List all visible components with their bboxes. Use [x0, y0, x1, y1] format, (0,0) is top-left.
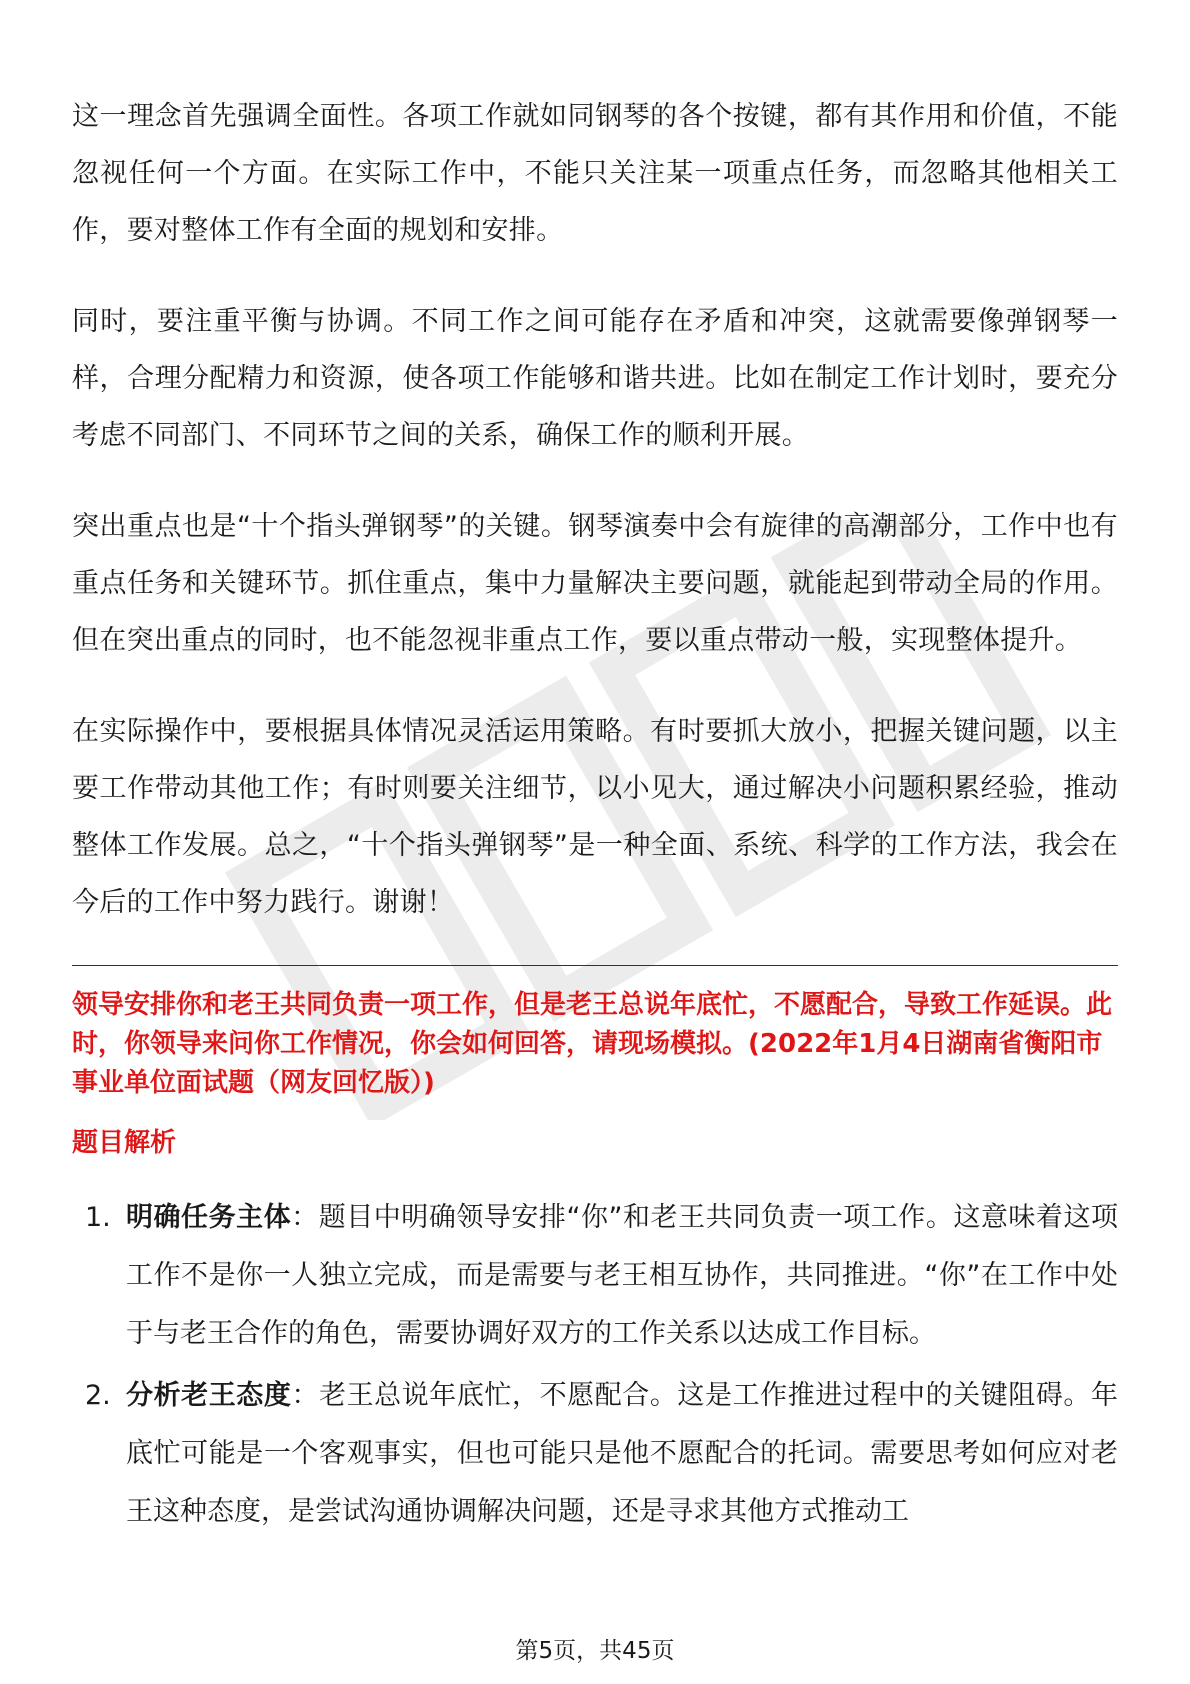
page-number: 第5页，共45页 [515, 1638, 675, 1664]
list-item-lead: 明确任务主体 [126, 1202, 292, 1233]
list-item-lead: 分析老王态度 [126, 1380, 292, 1411]
list-item [72, 1189, 1118, 1363]
list-item-text: ：老王总说年底忙，不愿配合。这是工作推进过程中的关键阻碍。年底忙可能是一个客观事实，但也可能只是他不愿配合的托词。需要思考如何应对老王这种态度，是尝试沟通协调解决问题，还是寻求其他方式推动工 [126, 1380, 1119, 1527]
section-divider [72, 965, 1118, 966]
paragraph-3: 突出重点也是“十个指头弹钢琴”的关键。钢琴演奏中会有旋律的高潮部分，工作中也有重点任务和关键环节。抓住重点，集中力量解决主要问题，就能起到带动全局的作用。但在突出重点的同时，也不能忽视非重点工作，要以重点带动一般，实现整体提升。 [72, 511, 1118, 656]
interview-question: 领导安排你和老王共同负责一项工作，但是老王总说年底忙，不愿配合，导致工作延误。此时，你领导来问你工作情况，你会如何回答，请现场模拟。(2022年1月4日湖南省衡阳市事业单位面试题（网友回忆版）) [72, 990, 1113, 1098]
list-number: 2. [85, 1380, 111, 1411]
list-item [72, 1367, 1118, 1541]
paragraph-4: 在实际操作中，要根据具体情况灵活运用策略。有时要抓大放小，把握关键问题，以主要工作带动其他工作；有时则要关注细节，以小见大，通过解决小问题积累经验，推动整体工作发展。总之，“十个指头弹钢琴”是一种全面、系统、科学的工作方法，我会在今后的工作中努力践行。谢谢！ [72, 716, 1118, 918]
list-item-text: ：题目中明确领导安排“你”和老王共同负责一项工作。这意味着这项工作不是你一人独立完成，而是需要与老王相互协作，共同推进。“你”在工作中处于与老王合作的角色，需要协调好双方的工作关系以达成工作目标。 [126, 1202, 1118, 1349]
paragraph-1: 这一理念首先强调全面性。各项工作就如同钢琴的各个按键，都有其作用和价值，不能忽视任何一个方面。在实际工作中，不能只关注某一项重点任务，而忽略其他相关工作，要对整体工作有全面的规划和安排。 [72, 101, 1118, 246]
analysis-heading: 题目解析 [72, 1128, 177, 1158]
list-number: 1. [85, 1202, 111, 1233]
analysis-list [72, 1189, 1118, 1541]
paragraph-2: 同时，要注重平衡与协调。不同工作之间可能存在矛盾和冲突，这就需要像弹钢琴一样，合理分配精力和资源，使各项工作能够和谐共进。比如在制定工作计划时，要充分考虑不同部门、不同环节之间的关系，确保工作的顺利开展。 [72, 306, 1118, 451]
main-content [72, 88, 1118, 1541]
